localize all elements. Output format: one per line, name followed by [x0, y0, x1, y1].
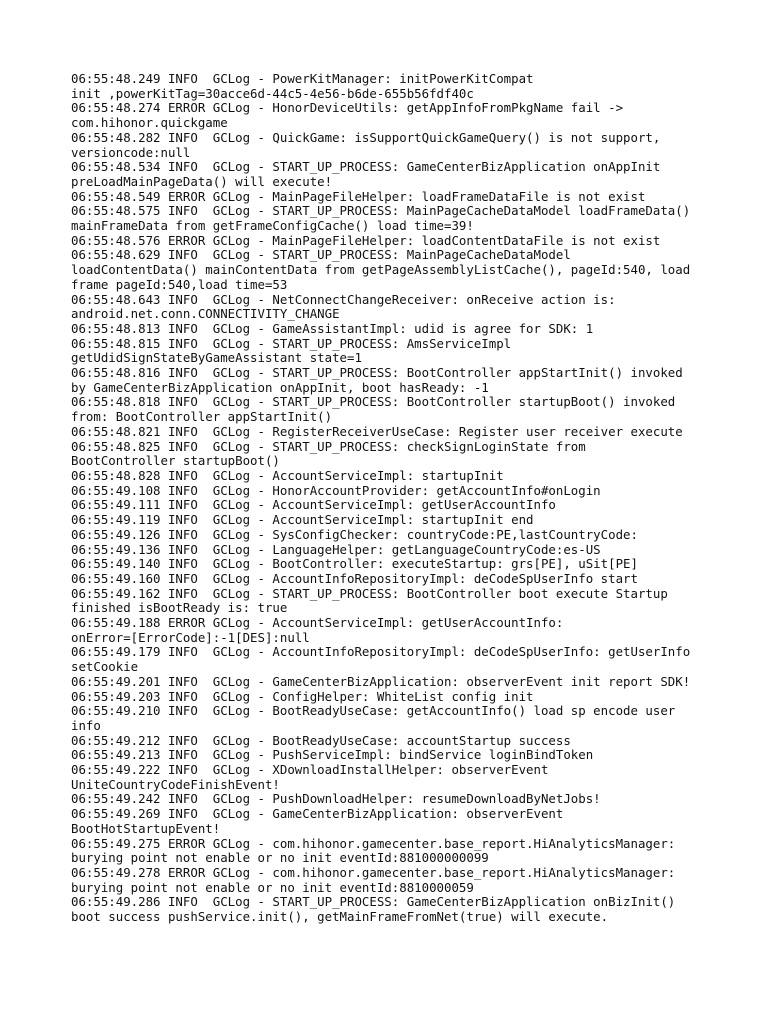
log-line: versioncode:null [71, 144, 191, 160]
log-line: BootHotStartupEvent! [71, 820, 221, 836]
log-line: 06:55:49.179 INFO GCLog - AccountInfoRepositoryImpl: deCodeSpUserInfo: getUserInfo [71, 644, 691, 660]
log-line: 06:55:49.286 INFO GCLog - START_UP_PROCESS: GameCenterBizApplication onBizInit() [71, 894, 676, 910]
log-line: finished isBootReady is: true [71, 600, 288, 616]
log-line: 06:55:48.818 INFO GCLog - START_UP_PROCESS: BootController startupBoot() invoked [71, 394, 676, 410]
log-line: 06:55:48.643 INFO GCLog - NetConnectChangeReceiver: onReceive action is: [71, 291, 616, 307]
log-line: 06:55:48.821 INFO GCLog - RegisterReceiverUseCase: Register user receiver execute [71, 423, 683, 439]
log-line: 06:55:49.136 INFO GCLog - LanguageHelper: getLanguageCountryCode:es-US [71, 541, 601, 557]
log-line: info [71, 717, 101, 733]
log-text-block [71, 72, 721, 925]
log-line: 06:55:48.629 INFO GCLog - START_UP_PROCESS: MainPageCacheDataModel [71, 247, 571, 263]
log-line: boot success pushService.init(), getMainFrameFromNet(true) will execute. [71, 909, 609, 925]
log-line: 06:55:48.549 ERROR GCLog - MainPageFileHelper: loadFrameDataFile is not exist [71, 188, 646, 204]
log-line: 06:55:49.275 ERROR GCLog - com.hihonor.gamecenter.base_report.HiAnalyticsManager: [71, 835, 676, 851]
log-line: com.hihonor.quickgame [71, 115, 228, 131]
log-line: setCookie [71, 659, 139, 675]
log-line: 06:55:49.188 ERROR GCLog - AccountServiceImpl: getUserAccountInfo: [71, 615, 564, 631]
log-line: 06:55:49.222 INFO GCLog - XDownloadInstallHelper: observerEvent [71, 762, 549, 778]
log-line: 06:55:49.119 INFO GCLog - AccountServiceImpl: startupInit end [71, 512, 534, 528]
log-line: by GameCenterBizApplication onAppInit, boot hasReady: -1 [71, 379, 489, 395]
log-line: preLoadMainPageData() will execute! [71, 173, 333, 189]
log-line: 06:55:48.828 INFO GCLog - AccountServiceImpl: startupInit [71, 467, 504, 483]
log-line: 06:55:48.825 INFO GCLog - START_UP_PROCESS: checkSignLoginState from [71, 438, 586, 454]
log-line: 06:55:48.816 INFO GCLog - START_UP_PROCESS: BootController appStartInit() invoked [71, 365, 683, 381]
log-line: 06:55:49.213 INFO GCLog - PushServiceImpl: bindService loginBindToken [71, 747, 594, 763]
log-line: 06:55:48.534 INFO GCLog - START_UP_PROCESS: GameCenterBizApplication onAppInit [71, 159, 661, 175]
log-line: UniteCountryCodeFinishEvent! [71, 776, 280, 792]
log-line: onError=[ErrorCode]:-1[DES]:null [71, 629, 310, 645]
log-line: loadContentData() mainContentData from getPageAssemblyListCache(), pageId:540, load [71, 262, 691, 278]
log-line: getUdidSignStateByGameAssistant state=1 [71, 350, 362, 366]
log-line: BootController startupBoot() [71, 453, 280, 469]
log-line: 06:55:48.282 INFO GCLog - QuickGame: isSupportQuickGameQuery() is not support, [71, 129, 661, 145]
log-line: 06:55:48.813 INFO GCLog - GameAssistantImpl: udid is agree for SDK: 1 [71, 320, 594, 336]
log-line: 06:55:48.576 ERROR GCLog - MainPageFileHelper: loadContentDataFile is not exist [71, 232, 661, 248]
log-line: 06:55:49.269 INFO GCLog - GameCenterBizApplication: observerEvent [71, 806, 564, 822]
log-line: 06:55:48.815 INFO GCLog - START_UP_PROCESS: AmsServiceImpl [71, 335, 512, 351]
log-line: 06:55:49.201 INFO GCLog - GameCenterBizApplication: observerEvent init report SDK! [71, 673, 691, 689]
log-line: 06:55:48.575 INFO GCLog - START_UP_PROCESS: MainPageCacheDataModel loadFrameData() [71, 203, 691, 219]
log-line: 06:55:49.140 INFO GCLog - BootController: executeStartup: grs[PE], uSit[PE] [71, 556, 638, 572]
log-line: from: BootController appStartInit() [71, 409, 333, 425]
log-line: burying point not enable or no init eventId:8810000059 [71, 879, 474, 895]
log-line: 06:55:48.274 ERROR GCLog - HonorDeviceUtils: getAppInfoFromPkgName fail -> [71, 100, 624, 116]
log-line: 06:55:49.108 INFO GCLog - HonorAccountProvider: getAccountInfo#onLogin [71, 482, 601, 498]
document-page [71, 72, 721, 925]
log-line: frame pageId:540,load time=53 [71, 276, 288, 292]
log-line: 06:55:49.160 INFO GCLog - AccountInfoRepositoryImpl: deCodeSpUserInfo start [71, 570, 638, 586]
log-line: 06:55:49.162 INFO GCLog - START_UP_PROCESS: BootController boot execute Startup [71, 585, 668, 601]
log-line: init ,powerKitTag=30acce6d-44c5-4e56-b6de-655b56fdf40c [71, 85, 474, 101]
log-line: 06:55:49.210 INFO GCLog - BootReadyUseCase: getAccountInfo() load sp encode user [71, 703, 676, 719]
log-line: 06:55:49.111 INFO GCLog - AccountServiceImpl: getUserAccountInfo [71, 497, 556, 513]
log-line: 06:55:48.249 INFO GCLog - PowerKitManager: initPowerKitCompat [71, 71, 534, 86]
log-line: 06:55:49.212 INFO GCLog - BootReadyUseCase: accountStartup success [71, 732, 571, 748]
log-line: 06:55:49.126 INFO GCLog - SysConfigChecker: countryCode:PE,lastCountryCode: [71, 526, 638, 542]
log-line: 06:55:49.278 ERROR GCLog - com.hihonor.gamecenter.base_report.HiAnalyticsManager: [71, 864, 676, 880]
log-line: burying point not enable or no init eventId:881000000099 [71, 850, 489, 866]
log-line: 06:55:49.203 INFO GCLog - ConfigHelper: WhiteList config init [71, 688, 534, 704]
log-line: mainFrameData from getFrameConfigCache() load time=39! [71, 218, 474, 234]
log-line: android.net.conn.CONNECTIVITY_CHANGE [71, 306, 340, 322]
log-line: 06:55:49.242 INFO GCLog - PushDownloadHelper: resumeDownloadByNetJobs! [71, 791, 601, 807]
